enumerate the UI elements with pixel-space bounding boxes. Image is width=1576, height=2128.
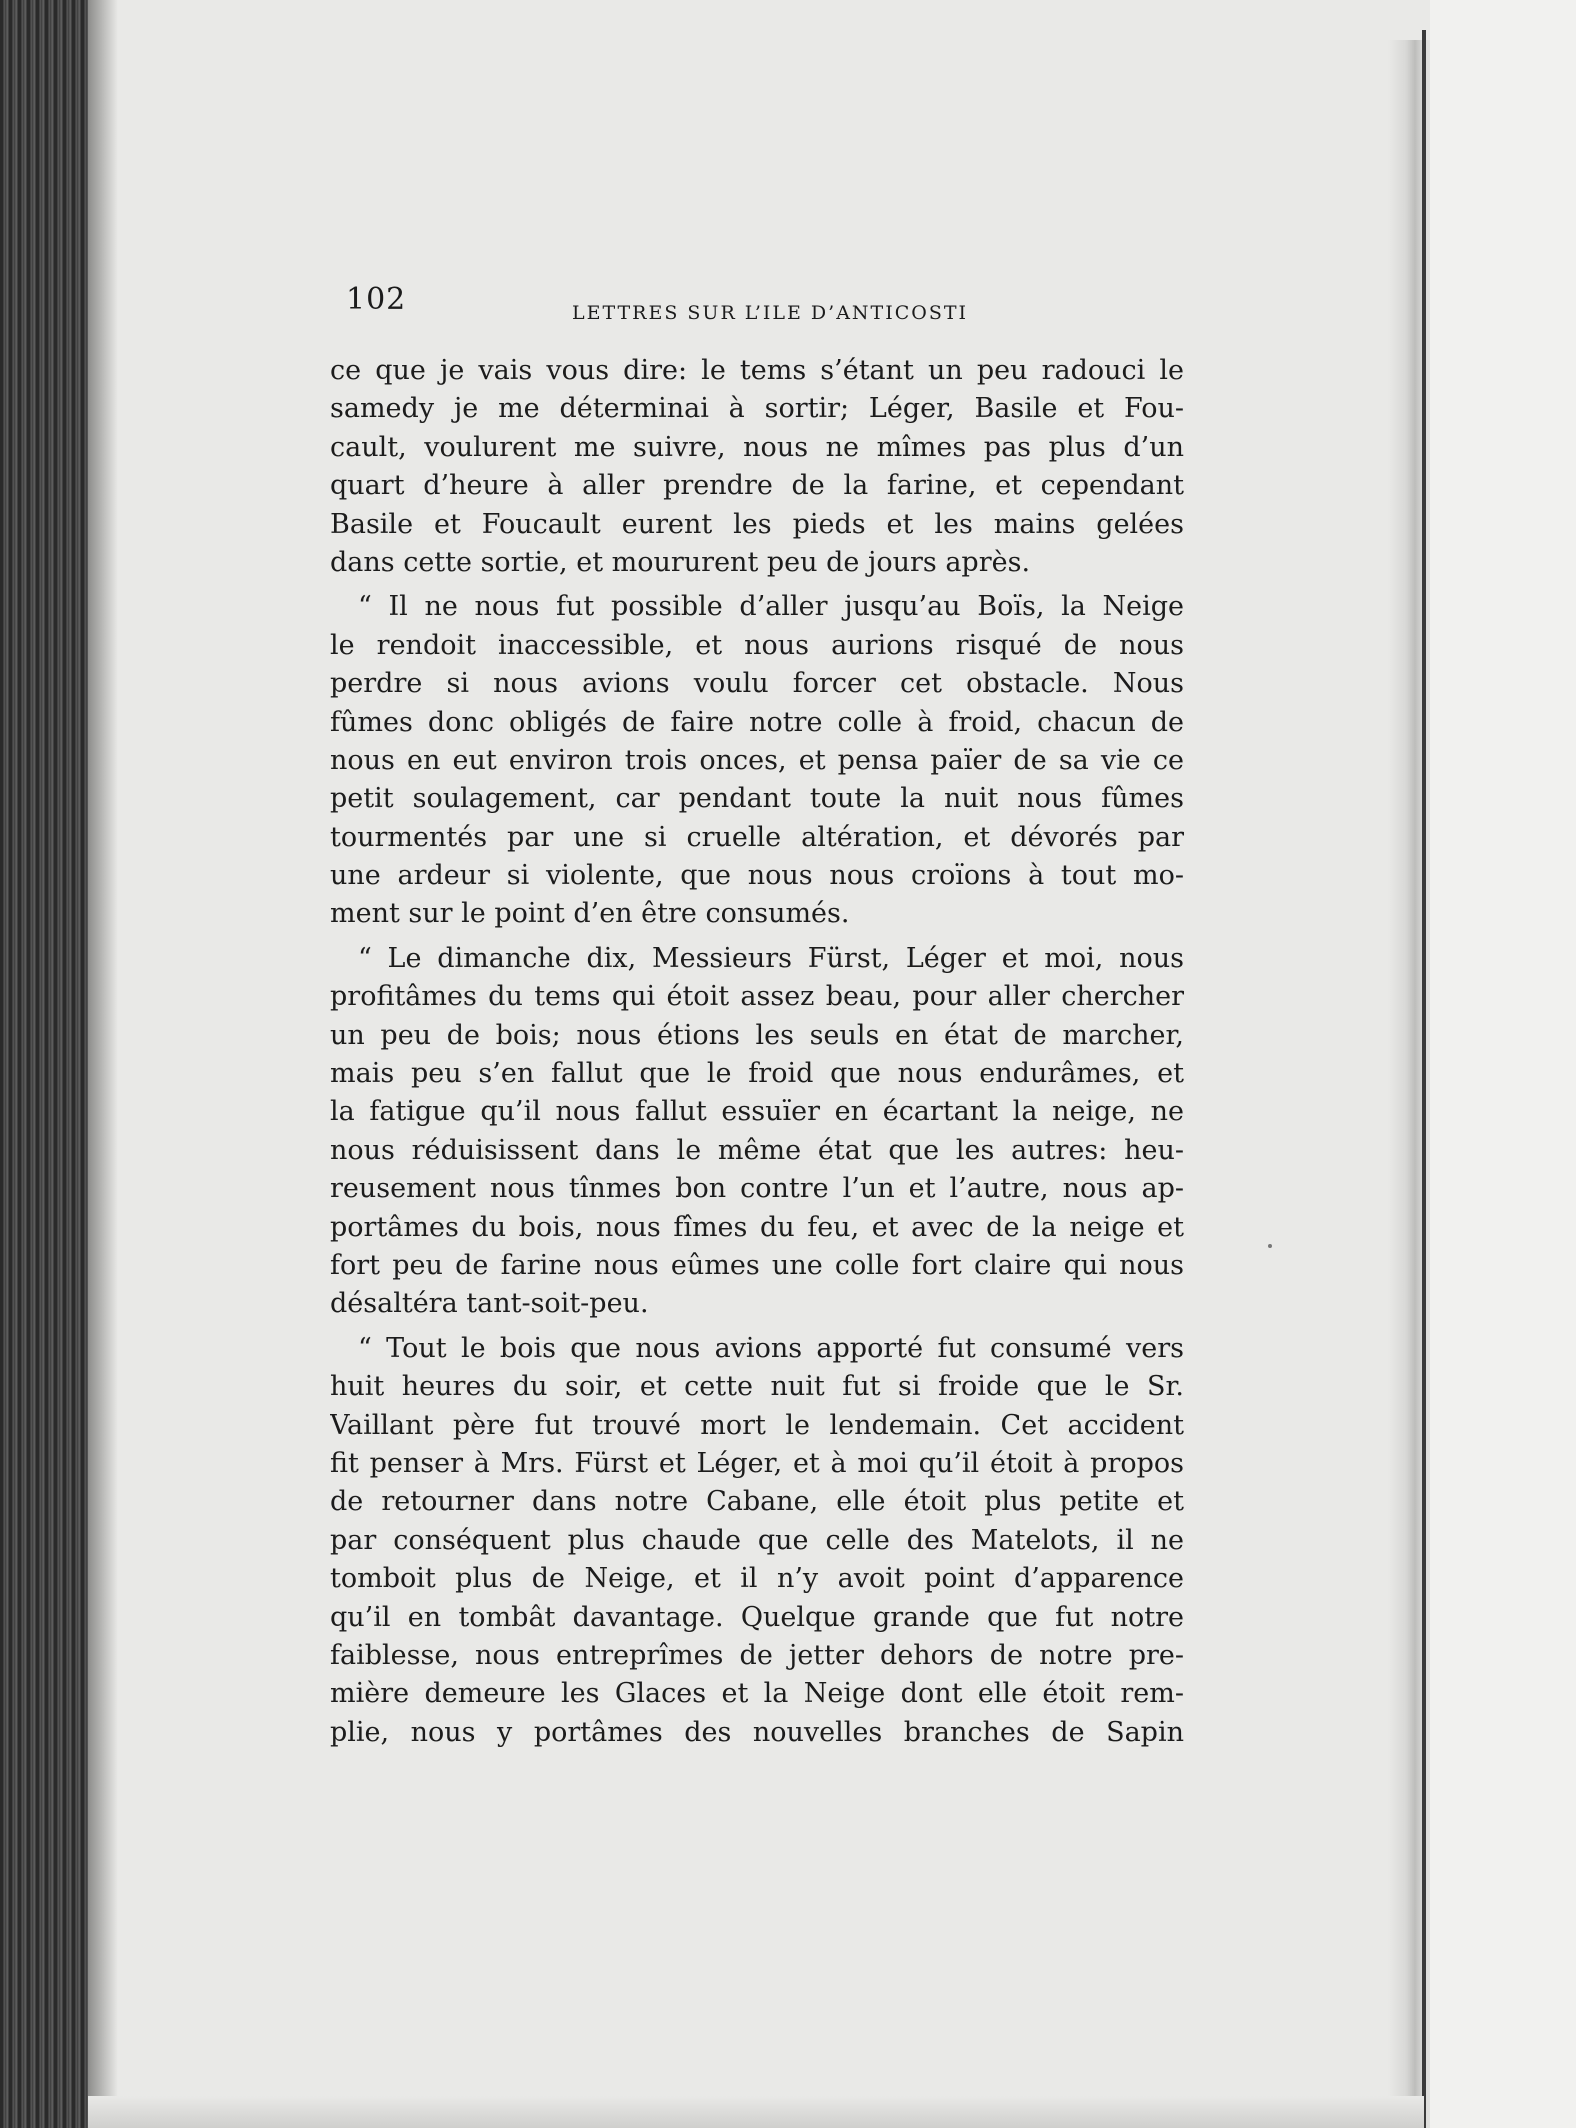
text-line: petit soulagement, car pendant toute la nuit nous fûmes bbox=[330, 783, 1184, 815]
text-line: fûmes donc obligés de faire notre colle à froid, chacun de bbox=[330, 706, 1184, 738]
text-line: tomboit plus de Neige, et il n’y avoit point d’apparence bbox=[330, 1563, 1184, 1595]
text-line: “ Le dimanche dix, Messieurs Fürst, Léger et moi, nous bbox=[358, 942, 1184, 974]
text-line: huit heures du soir, et cette nuit fut si froide que le Sr. bbox=[330, 1371, 1184, 1403]
text-line: un peu de bois; nous étions les seuls en état de marcher, bbox=[330, 1019, 1184, 1051]
paragraph bbox=[330, 940, 1184, 1324]
text-line: “ Tout le bois que nous avions apporté fut consumé vers bbox=[358, 1332, 1184, 1364]
text-line: Basile et Foucault eurent les pieds et les mains gelées bbox=[330, 508, 1184, 540]
text-line: reusement nous tînmes bon contre l’un et l’autre, nous ap- bbox=[330, 1173, 1184, 1205]
text-line: fort peu de farine nous eûmes une colle fort claire qui nous bbox=[330, 1249, 1184, 1281]
text-line: samedy je me déterminai à sortir; Léger, Basile et Fou- bbox=[330, 393, 1184, 425]
text-line: portâmes du bois, nous fîmes du feu, et avec de la neige et bbox=[330, 1211, 1184, 1243]
text-line: “ Il ne nous fut possible d’aller jusqu’au Boïs, la Neige bbox=[358, 591, 1184, 623]
text-line: de retourner dans notre Cabane, elle étoit plus petite et bbox=[330, 1486, 1184, 1518]
running-head: LETTRES SUR L’ILE D’ANTICOSTI bbox=[572, 302, 969, 324]
text-line: une ardeur si violente, que nous nous croïons à tout mo- bbox=[330, 860, 1184, 892]
paragraph bbox=[330, 352, 1184, 582]
body-text bbox=[330, 352, 1184, 1752]
text-line: qu’il en tombât davantage. Quelque grande que fut notre bbox=[330, 1601, 1184, 1633]
text-line: Vaillant père fut trouvé mort le lendemain. Cet accident bbox=[330, 1409, 1184, 1441]
text-line: le rendoit inaccessible, et nous aurions risqué de nous bbox=[330, 629, 1184, 661]
text-line: faiblesse, nous entreprîmes de jetter dehors de notre pre- bbox=[330, 1639, 1184, 1671]
text-line: perdre si nous avions voulu forcer cet obstacle. Nous bbox=[330, 668, 1184, 700]
text-line: mière demeure les Glaces et la Neige dont elle étoit rem- bbox=[330, 1678, 1184, 1710]
text-line: quart d’heure à aller prendre de la farine, et cependant bbox=[330, 470, 1184, 502]
text-line: cault, voulurent me suivre, nous ne mîmes pas plus d’un bbox=[330, 431, 1184, 463]
paragraph bbox=[330, 588, 1184, 934]
text-line: la fatigue qu’il nous fallut essuïer en écartant la neige, ne bbox=[330, 1096, 1184, 1128]
text-line: nous réduisissent dans le même état que les autres: heu- bbox=[330, 1134, 1184, 1166]
text-line: dans cette sortie, et moururent peu de jours après. bbox=[330, 546, 1031, 578]
text-line: ment sur le point d’en être consumés. bbox=[330, 898, 850, 930]
text-line: profitâmes du tems qui étoit assez beau, pour aller chercher bbox=[330, 981, 1184, 1013]
text-line: tourmentés par une si cruelle altération, et dévorés par bbox=[330, 821, 1184, 853]
text-line: nous en eut environ trois onces, et pensa païer de sa vie ce bbox=[330, 744, 1184, 776]
text-line: par conséquent plus chaude que celle des Matelots, il ne bbox=[330, 1524, 1184, 1556]
text-line: désaltéra tant-soit-peu. bbox=[330, 1288, 649, 1320]
paragraph bbox=[330, 1330, 1184, 1752]
text-line: fit penser à Mrs. Fürst et Léger, et à moi qu’il étoit à propos bbox=[330, 1447, 1184, 1479]
text-line: plie, nous y portâmes des nouvelles branches de Sapin bbox=[330, 1716, 1184, 1748]
page-number: 102 bbox=[346, 282, 407, 317]
text-line: mais peu s’en fallut que le froid que nous endurâmes, et bbox=[330, 1058, 1184, 1090]
text-line: ce que je vais vous dire: le tems s’étant un peu radouci le bbox=[330, 355, 1184, 386]
